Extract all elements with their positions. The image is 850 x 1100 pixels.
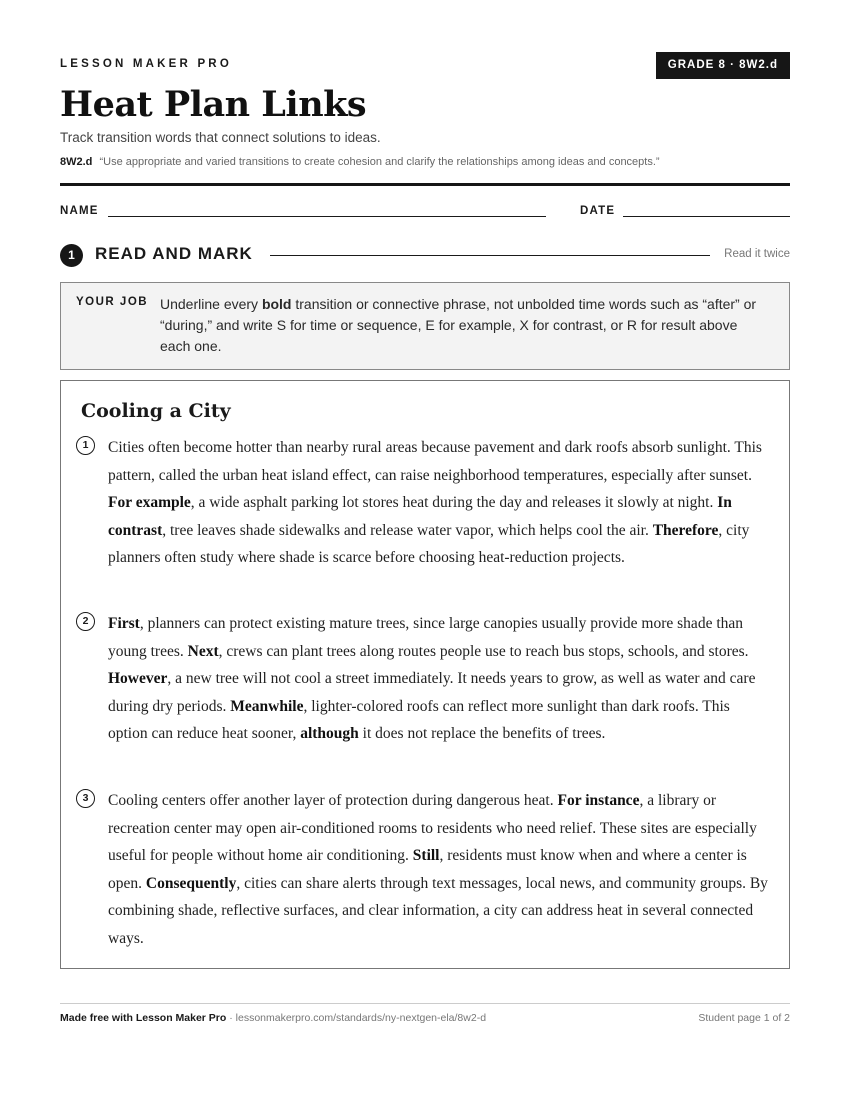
transition-word: Meanwhile	[230, 697, 304, 715]
footer-credit: Made free with Lesson Maker Pro	[60, 1012, 227, 1024]
text-run: , city planners often study where shade is scarce before choosing heat-reduction projects.	[108, 521, 750, 566]
passage-title: Cooling a City	[81, 400, 231, 422]
section-divider	[270, 255, 710, 256]
section-note: Read it twice	[724, 248, 790, 260]
text-run: , cities can share alerts through text messages, local news, and community groups. By combining shade, reflective surfaces, and clear information, a city can address heat in several connected ways.	[108, 874, 768, 947]
standard-text: “Use appropriate and varied transitions to create cohesion and clarify the relationships among ideas and concepts.”	[99, 156, 660, 168]
page-subtitle: Track transition words that connect solutions to ideas.	[60, 130, 381, 145]
footer-separator: ·	[226, 1012, 236, 1024]
paragraph-1	[108, 434, 773, 572]
page-title: Heat Plan Links	[60, 84, 367, 125]
instructions-box	[60, 282, 790, 370]
date-field[interactable]	[623, 216, 790, 217]
text-run: it does not replace the benefits of trees.	[358, 725, 606, 742]
text-run: , a wide asphalt parking lot stores heat during the day and releases it slowly at night.	[190, 494, 718, 511]
name-field[interactable]	[108, 216, 546, 217]
transition-word: However	[108, 670, 168, 687]
transition-word: Consequently	[145, 874, 237, 892]
paragraph-3	[108, 787, 773, 952]
text-run: , residents must know when and where a center is open.	[108, 847, 747, 892]
standard-code: 8W2.d	[60, 156, 93, 168]
grade-badge: GRADE 8 · 8W2.d	[656, 52, 790, 79]
paragraph-number: 2	[76, 612, 95, 631]
transition-word: For example	[108, 494, 191, 511]
section-title: READ AND MARK	[95, 244, 253, 263]
transition-word: For instance	[557, 792, 640, 809]
text-run: Cities often become hotter than nearby rural areas because pavement and dark roofs absorb sunlight. This pattern, called the urban heat island effect, can raise neighborhood temperatures, especially after sunset.	[108, 439, 762, 484]
paragraph-number: 1	[76, 436, 95, 455]
text-run: Cooling centers offer another layer of protection during dangerous heat.	[108, 792, 558, 809]
header-divider	[60, 183, 790, 186]
text-run: , a library or recreation center may open air-conditioned rooms to residents who need relief. These sites are especially useful for people without home air conditioning.	[108, 792, 757, 864]
step-number-badge: 1	[60, 244, 83, 267]
text-run: , tree leaves shade sidewalks and release water vapor, which helps cool the air.	[162, 521, 653, 539]
transition-word: In contrast	[108, 494, 732, 539]
transition-word: Therefore	[652, 521, 719, 539]
instructions-text-bold: bold	[261, 296, 292, 312]
text-run: , crews can plant trees along routes people use to reach bus stops, schools, and stores.	[218, 642, 749, 660]
brand-label: LESSON MAKER PRO	[60, 58, 232, 70]
footer-url[interactable]: lessonmakerpro.com/standards/ny-nextgen-ela/8w2-d	[235, 1012, 487, 1024]
instructions-text-part: Underline every	[160, 296, 262, 312]
section-header	[60, 243, 790, 267]
paragraph-number: 3	[76, 789, 95, 808]
paragraph-2	[108, 610, 773, 748]
text-run: , planners can protect existing mature trees, since large canopies usually provide more shade than young trees.	[108, 615, 744, 660]
standard-line	[60, 156, 790, 168]
transition-word: Still	[412, 847, 440, 864]
text-run: , a new tree will not cool a street immediately. It needs years to grow, as well as water and care during dry periods.	[108, 670, 756, 715]
instructions-text	[160, 294, 760, 357]
passage-box	[60, 380, 790, 969]
instructions-text-part: transition or connective phrase, not unbolded time words such as “after” or “during,” and write S for time or sequence, E for example, X for contrast, or R for result above each one.	[160, 296, 757, 354]
text-run: , lighter-colored roofs can reflect more sunlight than dark roofs. This option can reduce heat sooner,	[108, 697, 730, 742]
transition-word: Next	[187, 642, 219, 660]
name-label: NAME	[60, 205, 99, 217]
instructions-label: YOUR JOB	[76, 296, 149, 308]
footer-divider	[60, 1003, 790, 1004]
transition-word: First	[108, 615, 140, 632]
transition-word: although	[300, 725, 359, 742]
student-info-fields	[60, 205, 790, 221]
footer	[60, 1012, 790, 1024]
top-bar	[60, 52, 790, 79]
date-label: DATE	[580, 205, 616, 217]
page-number: Student page 1 of 2	[698, 1012, 790, 1024]
